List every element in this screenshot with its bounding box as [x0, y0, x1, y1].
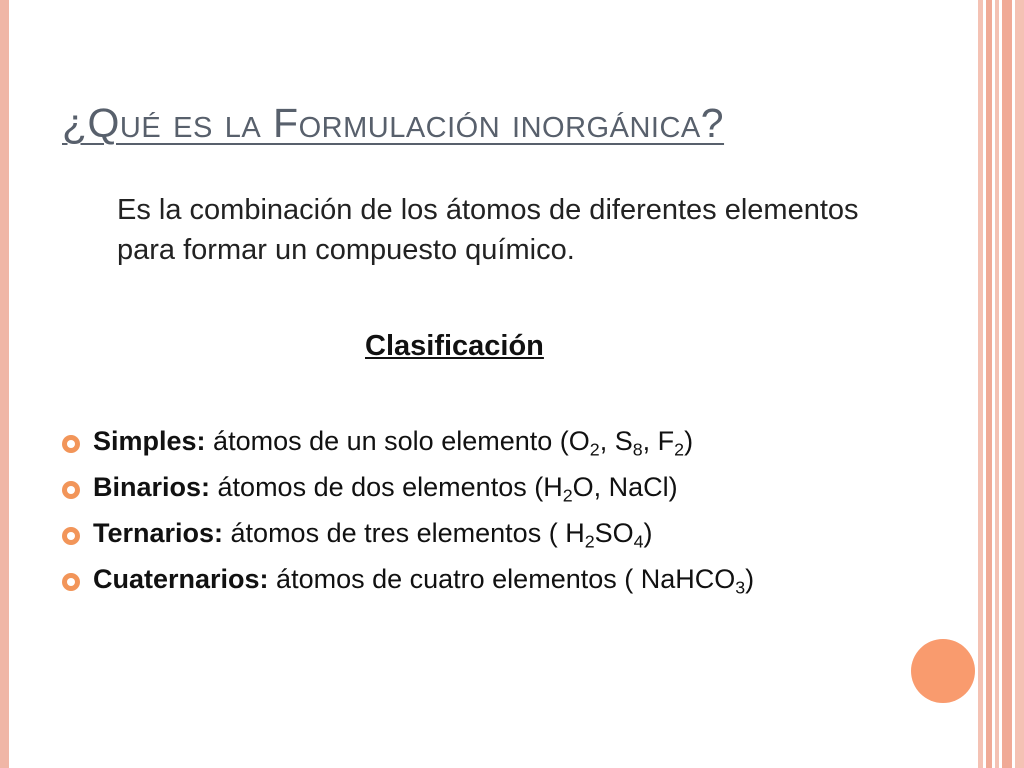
formula-suffix: O, NaCl) [572, 472, 678, 502]
formula-symbol: F [657, 426, 675, 456]
formula-subscript: 8 [632, 439, 643, 460]
right-border-stripe [1015, 0, 1024, 768]
formula-subscript: 2 [584, 531, 595, 552]
decorative-circle [911, 639, 975, 703]
formula-suffix: ) [745, 564, 755, 594]
formula-symbol: NaHCO [640, 564, 736, 594]
item-description: átomos de dos elementos ( [210, 472, 544, 502]
right-border-stripe [995, 0, 999, 768]
formula-subscript: 2 [562, 485, 573, 506]
formula-symbol: H [543, 472, 563, 502]
formula-subscript: 2 [674, 439, 685, 460]
formula-subscript: 4 [633, 531, 644, 552]
list-item-text [93, 518, 653, 552]
section-heading: Clasificación [365, 330, 544, 362]
right-border-stripe [986, 0, 992, 768]
bullet-icon [62, 573, 80, 591]
formula-symbol: H [565, 518, 585, 548]
formula-subscript: 3 [735, 577, 746, 598]
formula-symbol: O [568, 426, 590, 456]
formula-suffix: , [599, 426, 615, 456]
slide-title: ¿Qué es la Formulación inorgánica? [62, 100, 725, 146]
item-label: Ternarios: [93, 518, 224, 548]
item-description: átomos de cuatro elementos ( [268, 564, 641, 594]
bullet-icon [62, 435, 80, 453]
bullet-icon [62, 481, 80, 499]
item-label: Cuaternarios: [93, 564, 269, 594]
list-item-text [93, 472, 678, 506]
intro-paragraph: Es la combinación de los átomos de diferentes elementos para formar un compuesto químico. [117, 194, 859, 266]
bullet-icon [62, 527, 80, 545]
formula-subscript: 2 [589, 439, 600, 460]
item-description: átomos de tres elementos ( [223, 518, 566, 548]
formula-symbol: S [614, 426, 633, 456]
right-border-stripe [1002, 0, 1012, 768]
list-item-text [93, 426, 693, 460]
item-label: Binarios: [93, 472, 211, 502]
item-description: átomos de un solo elemento ( [205, 426, 569, 456]
formula-suffix: ) [643, 518, 653, 548]
formula-suffix: , [642, 426, 658, 456]
list-item-text [93, 564, 754, 598]
formula-symbol: SO [594, 518, 634, 548]
right-border-stripe [978, 0, 983, 768]
left-border-stripe [0, 0, 9, 768]
formula-suffix: ) [684, 426, 694, 456]
item-label: Simples: [93, 426, 206, 456]
